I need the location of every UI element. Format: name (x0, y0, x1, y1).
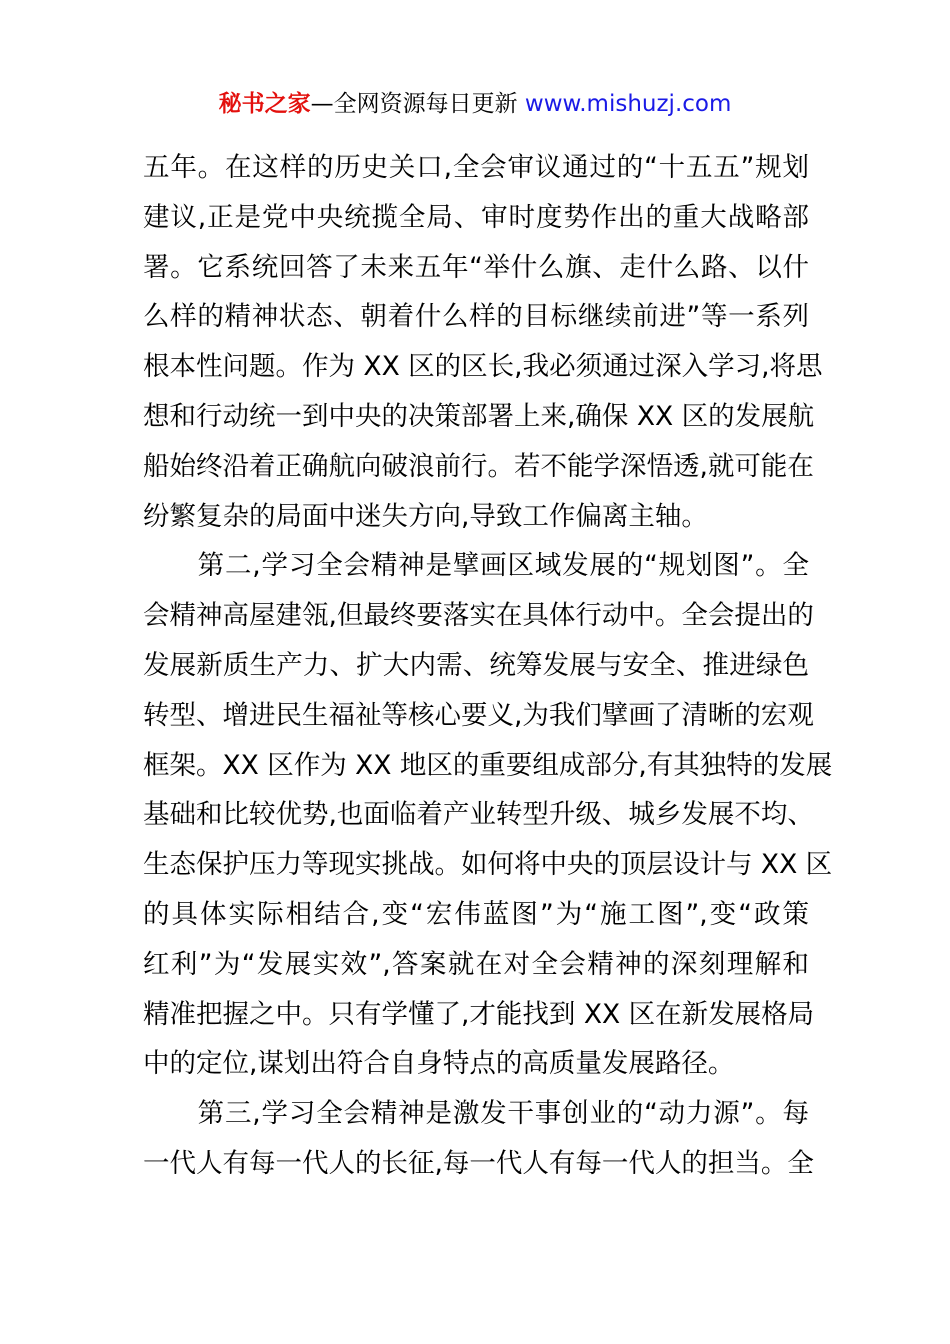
text-line: 转型、增进民生福祉等核心要义,为我们擘画了清晰的宏观 (143, 699, 814, 731)
paragraph-start-line: 第二,学习全会精神是擘画区域发展的“规划图”。全 (143, 550, 809, 582)
site-tagline: —全网资源每日更新 (310, 91, 525, 117)
text-line: 红利”为“发展实效”,答案就在对全会精神的深刻理解和 (143, 948, 809, 980)
text-line: 五年。在这样的历史关口,全会审议通过的“十五五”规划 (143, 152, 809, 183)
text-line: 的具体实际相结合,变“宏伟蓝图”为“施工图”,变“政策 (143, 898, 809, 930)
text-line: 生态保护压力等现实挑战。如何将中央的顶层设计与 XX 区 (143, 849, 833, 881)
paragraph-start-line: 第三,学习全会精神是激发干事创业的“动力源”。每 (143, 1098, 809, 1130)
text-line: 么样的精神状态、朝着什么样的目标继续前进”等一系列 (143, 301, 809, 333)
text-line: 基础和比较优势,也面临着产业转型升级、城乡发展不均、 (143, 799, 814, 831)
page-header (0, 84, 950, 124)
text-line: 根本性问题。作为 XX 区的区长,我必须通过深入学习,将思 (143, 351, 823, 383)
text-line: 船始终沿着正确航向破浪前行。若不能学深悟透,就可能在 (143, 450, 814, 482)
text-line: 署。它系统回答了未来五年“举什么旗、走什么路、以什 (143, 251, 809, 283)
text-line: 建议,正是党中央统揽全局、审时度势作出的重大战略部 (143, 201, 809, 233)
document-body (143, 143, 833, 1189)
site-brand: 秘书之家 (218, 91, 311, 117)
text-line: 精准把握之中。只有学懂了,才能找到 XX 区在新发展格局 (143, 998, 815, 1030)
text-line: 纷繁复杂的局面中迷失方向,导致工作偏离主轴。 (143, 500, 708, 532)
text-line: 中的定位,谋划出符合自身特点的高质量发展路径。 (143, 1048, 735, 1080)
text-line: 发展新质生产力、扩大内需、统筹发展与安全、推进绿色 (143, 649, 809, 681)
text-line: 框架。XX 区作为 XX 地区的重要组成部分,有其独特的发展 (143, 749, 833, 781)
text-line: 想和行动统一到中央的决策部署上来,确保 XX 区的发展航 (143, 400, 815, 432)
text-line: 一代人有每一代人的长征,每一代人有每一代人的担当。全 (143, 1147, 814, 1179)
site-url[interactable]: www.mishuzj.com (524, 91, 732, 117)
text-line: 会精神高屋建瓴,但最终要落实在具体行动中。全会提出的 (143, 600, 814, 632)
